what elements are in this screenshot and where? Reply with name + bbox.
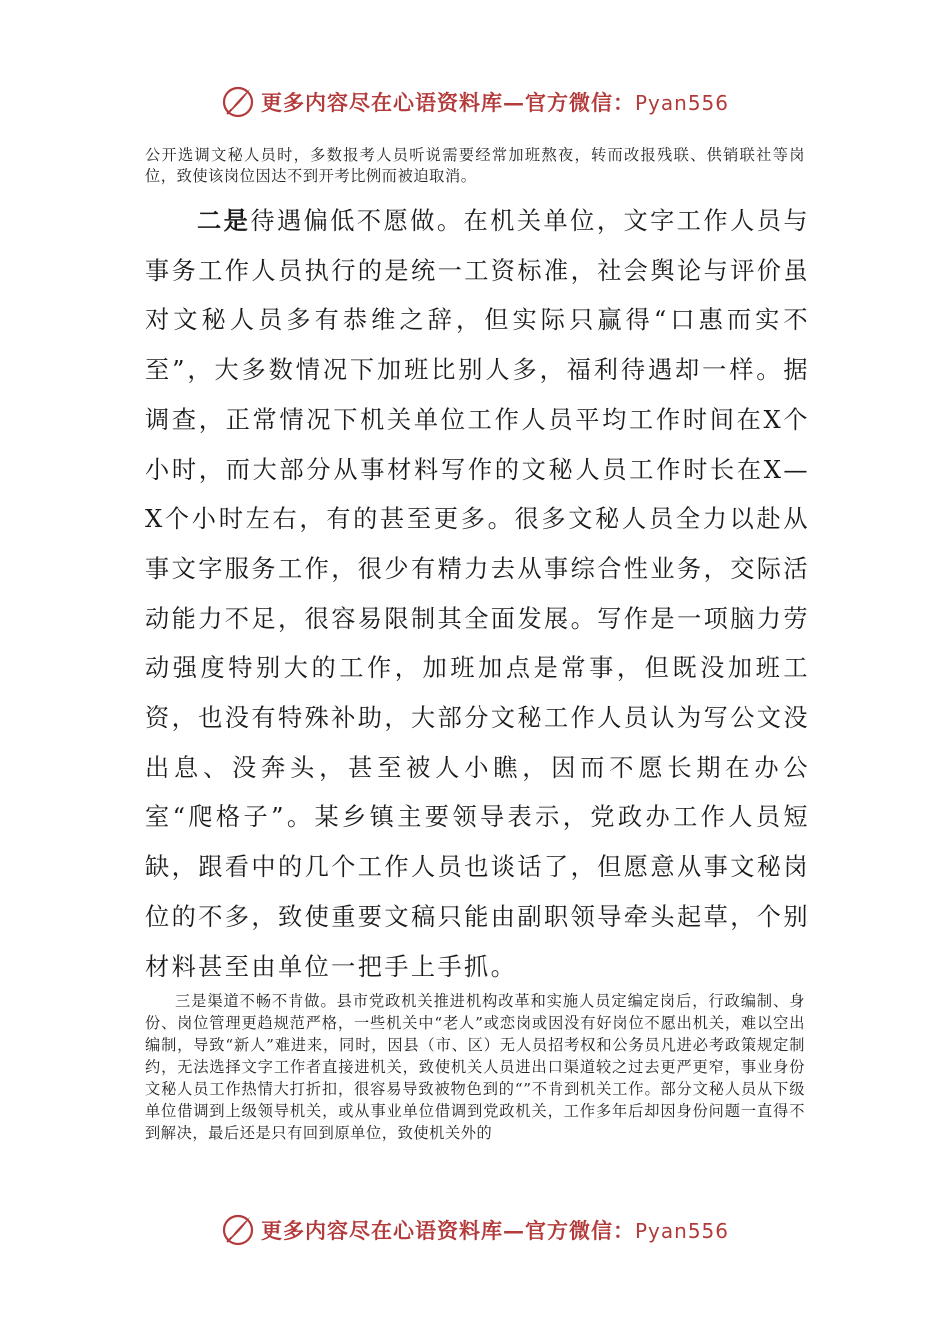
- wechat-id: Pyan556: [634, 91, 729, 115]
- paragraph-main-body: 待遇偏低不愿做。在机关单位，文字工作人员与事务工作人员执行的是统一工资标准，社会舆论与评价虽对文秘人员多有恭维之辞，但实际只赢得“口惠而实不至”，大多数情况下加班比别人多，福利待遇却一样。据调查，正常情况下机关单位工作人员平均工作时间在X个小时，而大部分从事材料写作的文秘人员工作时长在X—X个小时左右，有的甚至更多。很多文秘人员全力以赴从事文字服务工作，很少有精力去从事综合性业务，交际活动能力不足，很容易限制其全面发展。写作是一项脑力劳动强度特别大的工作，加班加点是常事，但既没加班工资，也没有特殊补助，大部分文秘工作人员认为写公文没出息、没奔头，甚至被人小瞧，因而不愿长期在办公室“爬格子”。某乡镇主要领导表示，党政办工作人员短缺，跟看中的几个工作人员也谈话了，但愿意从事文秘岗位的不多，致使重要文稿只能由副职领导牵头起草，个别材料甚至由单位一把手上手抓。: [145, 207, 810, 981]
- banner-text: 更多内容尽在心语资料库—官方微信：Pyan556: [260, 1218, 729, 1243]
- quill-pen-logo-icon: [221, 1213, 255, 1247]
- paragraph-lead: 二是: [197, 206, 251, 235]
- banner-text: 更多内容尽在心语资料库—官方微信：Pyan556: [260, 90, 729, 115]
- paragraph-third-point: 三是渠道不畅不肯做。县市党政机关推进机构改革和实施人员定编定岗后，行政编制、身份、岗位管理更趋规范严格，一些机关中“老人”或恋岗或因没有好岗位不愿出机关，难以空出编制，导致“新人”难进来，同时，因县（市、区）无人员招考权和公务员凡进必考政策规定制约，无法选择文字工作者直接进机关，致使机关人员进出口渠道较之过去更严更窄，事业身份文秘人员工作热情大打折扣，很容易导致被物色到的“”不肯到机关工作。部分文秘人员从下级单位借调到上级领导机关，或从事业单位借调到党政机关，工作多年后却因身份问题一直得不到解决，最后还是只有回到原单位，致使机关外的: [145, 992, 805, 1142]
- quill-pen-logo-icon: [221, 85, 255, 119]
- paragraph-main: [145, 196, 810, 992]
- wechat-id: Pyan556: [634, 1219, 729, 1243]
- header-banner: [0, 80, 950, 124]
- paragraph-continuation: 公开选调文秘人员时，多数报考人员听说需要经常加班熬夜，转而改报残联、供销联社等岗位，致使该岗位因达不到开考比例而被迫取消。: [145, 146, 805, 185]
- footer-banner: [0, 1208, 950, 1252]
